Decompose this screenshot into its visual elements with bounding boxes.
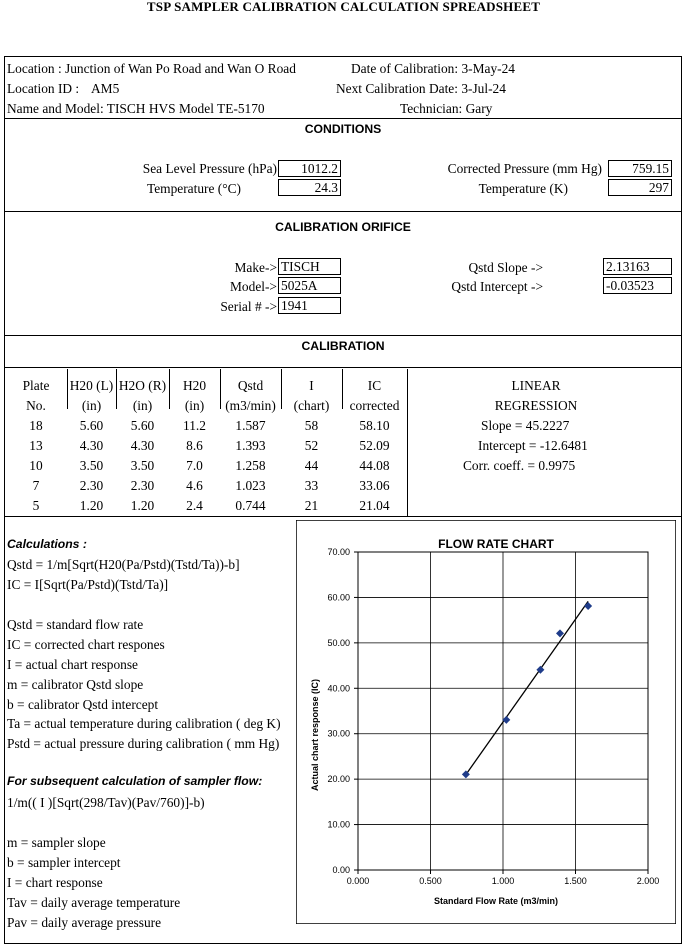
divider	[5, 516, 681, 517]
formula-qstd: Qstd = 1/m[Sqrt(H20(Pa/Pstd)(Tstd/Ta))-b]	[7, 557, 240, 572]
sampler-def-tav: Tav = daily average temperature	[7, 895, 181, 910]
y-tick-label: 0.00	[332, 865, 350, 875]
table-cell: 10	[29, 458, 43, 473]
table-cell: 3.50	[130, 458, 155, 473]
table-header-cell: H2O (R)	[118, 378, 167, 393]
x-tick-label: 1.000	[491, 876, 515, 886]
table-cell: 52	[304, 438, 319, 453]
x-tick-label: 0.500	[419, 876, 442, 886]
flow-rate-chart	[296, 520, 676, 924]
table-cell: 11.2	[183, 418, 206, 433]
def-m: m = calibrator Qstd slope	[7, 677, 144, 692]
table-cell: 2.30	[130, 478, 155, 493]
def-b: b = calibrator Qstd intercept	[7, 697, 159, 712]
table-cell: 1.023	[235, 478, 266, 493]
divider	[5, 118, 681, 119]
location: Location : Junction of Wan Po Road and Wan O Road	[7, 61, 296, 76]
y-tick-label: 10.00	[327, 819, 350, 830]
table-cell: 44	[304, 458, 319, 473]
table-cell: 1.393	[235, 438, 266, 453]
table-header-cell: (in)	[132, 398, 153, 413]
table-cell: 58.10	[359, 418, 390, 433]
table-header-cell: (chart)	[293, 398, 330, 413]
table-cell: 5	[32, 498, 40, 513]
make-value: TISCH	[278, 258, 341, 275]
technician: Technician: Gary	[400, 101, 493, 116]
table-cell: 21	[304, 498, 319, 513]
date-of-calibration: Date of Calibration: 3-May-24	[351, 61, 515, 76]
y-tick-label: 40.00	[327, 683, 350, 694]
table-cell: 4.30	[79, 438, 104, 453]
formula-ic: IC = I[Sqrt(Pa/Pstd)(Tstd/Ta)]	[7, 577, 169, 592]
temperature-k-label: Temperature (K)	[478, 181, 568, 196]
regression-slope: Slope = 45.2227	[481, 418, 570, 433]
page-title: TSP SAMPLER CALIBRATION CALCULATION SPREADSHEET	[146, 0, 541, 14]
next-calibration-date: Next Calibration Date: 3-Jul-24	[336, 81, 506, 96]
sampler-def-b: b = sampler intercept	[7, 855, 121, 870]
table-cell: 8.6	[186, 438, 203, 453]
y-tick-label: 60.00	[327, 592, 350, 603]
table-cell: 33	[304, 478, 319, 493]
table-cell: 3.50	[79, 458, 104, 473]
temperature-c-label: Temperature (°C)	[146, 181, 241, 196]
table-header-cell: No.	[26, 398, 46, 413]
table-cell: 0.744	[235, 498, 266, 513]
def-i: I = actual chart response	[7, 657, 138, 672]
table-cell: 7.0	[186, 458, 203, 473]
table-cell: 2.4	[186, 498, 203, 513]
table-cell: 21.04	[359, 498, 390, 513]
table-header-cell: (in)	[184, 398, 205, 413]
table-cell: 1.258	[235, 458, 266, 473]
sampler-def-m: m = sampler slope	[7, 835, 106, 850]
table-header-cell: (in)	[81, 398, 102, 413]
y-tick-label: 30.00	[327, 728, 350, 739]
regression-header-regression: REGRESSION	[494, 398, 578, 413]
regression-corr-coeff: Corr. coeff. = 0.9975	[463, 458, 576, 473]
conditions-heading: CONDITIONS	[304, 122, 382, 136]
temperature-k-value: 297	[608, 179, 672, 196]
chart-x-axis-label: Standard Flow Rate (m3/min)	[433, 896, 559, 906]
def-ta: Ta = actual temperature during calibration ( deg K)	[7, 716, 281, 731]
qstd-intercept-label: Qstd Intercept ->	[451, 279, 543, 294]
def-pstd: Pstd = actual pressure during calibration ( mm Hg)	[7, 736, 280, 751]
corrected-pressure-label: Corrected Pressure (mm Hg)	[447, 161, 602, 176]
table-cell: 1.20	[130, 498, 155, 513]
serial-label: Serial # ->	[220, 299, 277, 314]
table-header-cell: H20	[182, 378, 207, 393]
table-cell: 18	[29, 418, 43, 433]
regression-intercept: Intercept = -12.6481	[478, 438, 588, 453]
calibration-orifice-heading: CALIBRATION ORIFICE	[275, 220, 411, 234]
sampler-def-i: I = chart response	[7, 875, 103, 890]
location-id-label: Location ID :	[7, 81, 80, 96]
temperature-c-value: 24.3	[278, 179, 341, 196]
def-qstd: Qstd = standard flow rate	[7, 617, 144, 632]
y-tick-label: 50.00	[327, 637, 350, 648]
calibration-heading: CALIBRATION	[301, 339, 385, 353]
model-value: 5025A	[278, 277, 341, 294]
table-cell: 44.08	[359, 458, 390, 473]
make-label: Make->	[234, 260, 277, 275]
sea-level-pressure-label: Sea Level Pressure (hPa)	[142, 161, 277, 176]
model-label: Model->	[230, 279, 277, 294]
y-tick-label: 20.00	[327, 774, 350, 785]
table-header-cell: I	[309, 378, 314, 393]
table-cell: 1.20	[79, 498, 104, 513]
table-header-cell: Plate	[22, 378, 50, 393]
location-id-value: AM5	[91, 81, 120, 96]
table-cell: 1.587	[235, 418, 266, 433]
subsequent-formula: 1/m(( I )[Sqrt(298/Tav)(Pav/760)]-b)	[7, 795, 205, 810]
table-column-divider	[407, 369, 408, 516]
table-cell: 4.6	[186, 478, 203, 493]
x-tick-label: 0.000	[346, 876, 370, 886]
serial-value: 1941	[278, 297, 341, 314]
table-cell: 52.09	[359, 438, 390, 453]
divider	[5, 367, 681, 368]
regression-header-linear: LINEAR	[511, 378, 561, 393]
qstd-intercept-value: -0.03523	[603, 277, 672, 294]
divider	[5, 335, 681, 336]
sampler-def-pav: Pav = daily average pressure	[7, 915, 162, 930]
table-cell: 5.60	[79, 418, 104, 433]
x-tick-label: 1.500	[564, 876, 587, 886]
table-header-cell: corrected	[349, 398, 400, 413]
table-header-cell: H20 (L)	[69, 378, 114, 393]
table-cell: 13	[29, 438, 43, 453]
x-tick-label: 2.000	[636, 876, 660, 886]
chart-y-axis-label: Actual chart response (IC)	[310, 678, 320, 792]
subsequent-heading: For subsequent calculation of sampler flow:	[7, 774, 263, 788]
table-cell: 4.30	[130, 438, 155, 453]
table-cell: 2.30	[79, 478, 104, 493]
qstd-slope-value: 2.13163	[603, 258, 672, 275]
table-header-cell: (m3/min)	[225, 398, 276, 413]
table-header-cell: Qstd	[237, 378, 264, 393]
chart-frame	[296, 520, 676, 924]
name-and-model: Name and Model: TISCH HVS Model TE-5170	[7, 101, 265, 116]
sea-level-pressure-value: 1012.2	[278, 160, 341, 177]
chart-title: FLOW RATE CHART	[438, 537, 554, 551]
table-cell: 7	[32, 478, 40, 493]
corrected-pressure-value: 759.15	[608, 160, 672, 177]
divider	[5, 211, 681, 212]
table-cell: 33.06	[359, 478, 390, 493]
def-ic: IC = corrected chart respones	[7, 637, 165, 652]
table-cell: 5.60	[130, 418, 155, 433]
calculations-heading: Calculations :	[7, 537, 87, 551]
y-tick-label: 70.00	[327, 547, 350, 557]
table-cell: 58	[304, 418, 319, 433]
table-header-cell: IC	[367, 378, 382, 393]
qstd-slope-label: Qstd Slope ->	[468, 260, 543, 275]
